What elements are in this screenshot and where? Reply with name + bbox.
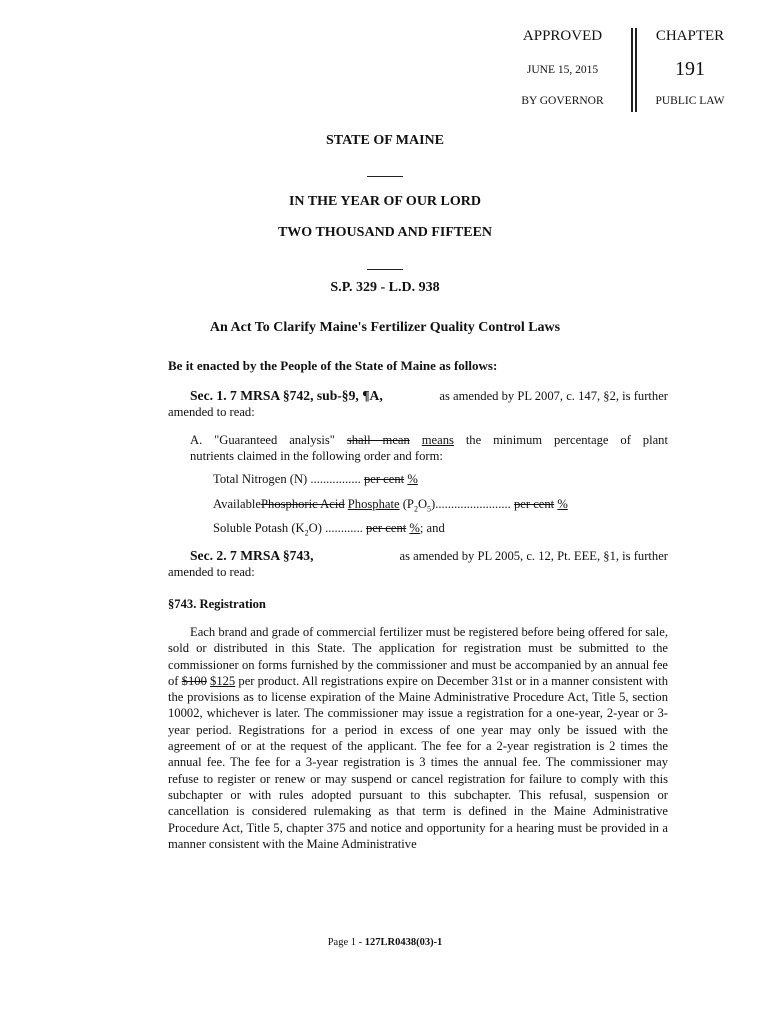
potash-tail: ; and [419, 521, 445, 535]
inserted-text: % [409, 521, 420, 535]
subscript: 5 [427, 504, 432, 514]
potash-label: Soluble Potash (K [213, 521, 305, 535]
phosphate-formula: O [417, 497, 428, 511]
document-code: 127LR0438(03)-1 [364, 937, 443, 948]
header-divider-left [631, 28, 633, 112]
section-2-text-continued: amended to read: [168, 565, 255, 580]
section-1-text-continued: amended to read: [168, 405, 255, 420]
section-1-label: Sec. 1. 7 MRSA §742, sub-§9, ¶A, [190, 388, 383, 403]
section-1 [168, 388, 668, 421]
title-rule-2 [367, 269, 403, 270]
paragraph-a-rest: the minimum percentage of plant [465, 433, 668, 447]
inserted-text: % [557, 497, 568, 511]
section-1-text: as amended by PL 2007, c. 147, §2, is further [439, 389, 668, 403]
phosphate-label: Available [213, 497, 262, 511]
section-2-text: as amended by PL 2005, c. 12, Pt. EEE, §1, is further [399, 549, 668, 563]
body-text-continued: per product. All registrations expire on December 31st or in a manner consistent with the provisions as to license expiration of the Maine Administrative Procedure Act, Title 5, section 10002, whichever is later. The commissioner may issue a registration for a one-year, 2-year or 3-year period. Registrations for a period in excess of one year may only be issued with the agreement of or at the request of the applicant. The fee for a 2-year registration is 2 times the annual fee. The fee for a 3-year registration is 3 times the annual fee. The commissioner may refuse to register or renew or may suspend or cancel registration for failure to comply with this subchapter or with rules adopted pursuant to this subchapter. This refusal, suspension or cancellation is considered rulemaking as that term is defined in the Maine Administrative Procedure Act, Title 5, chapter 375 and notice and opportunity for a hearing must be provided in a manner consistent with the Maine Administrative [168, 673, 669, 851]
nitrogen-line [213, 472, 418, 487]
potash-label: O) ............ [308, 521, 363, 535]
inserted-text: % [407, 472, 418, 486]
approved-by: BY GOVERNOR [521, 95, 604, 107]
section-2-label: Sec. 2. 7 MRSA §743, [190, 548, 314, 563]
page-number: Page 1 - [327, 937, 363, 948]
potash-line [213, 521, 445, 538]
struck-fee: $100 [181, 673, 207, 688]
registration-body [168, 624, 668, 852]
year-line-2: TWO THOUSAND AND FIFTEEN [277, 225, 493, 240]
struck-text: Phosphoric Acid [261, 497, 345, 511]
inserted-text: Phosphate [347, 497, 400, 511]
header-divider-right [635, 28, 637, 112]
paragraph-a-prefix: A. "Guaranteed analysis" [190, 433, 335, 447]
section-2 [168, 548, 668, 581]
chapter-label: CHAPTER [655, 28, 725, 44]
law-type: PUBLIC LAW [655, 95, 725, 107]
title-rule-1 [367, 176, 403, 177]
paragraph-a [190, 432, 668, 465]
phosphate-formula: )........................ [431, 497, 511, 511]
act-title: An Act To Clarify Maine's Fertilizer Quality Control Laws [209, 320, 561, 335]
phosphate-line [213, 497, 568, 514]
subscript: 2 [304, 528, 309, 538]
new-fee: $125 [210, 673, 236, 688]
subscript: 2 [413, 504, 418, 514]
inserted-text: means [421, 433, 454, 447]
body-text: Each brand and grade of commercial fertilizer must be registered before being offered for sale, sold or distributed in this State. The application for registration must be submitted to the commissioner on forms furnished by the commissioner and must be accompanied by an annual fee of [168, 625, 668, 688]
enacting-clause: Be it enacted by the People of the State of Maine as follows: [168, 358, 498, 373]
approved-label: APPROVED [522, 28, 603, 44]
chapter-number: 191 [675, 58, 705, 80]
bill-number: S.P. 329 - L.D. 938 [330, 280, 440, 295]
struck-text: per cent [513, 497, 555, 511]
struck-text: per cent [366, 521, 407, 535]
state-title: STATE OF MAINE [326, 133, 444, 148]
struck-text: per cent [363, 472, 405, 486]
page-footer [0, 937, 770, 948]
paragraph-a-rest-continued: nutrients claimed in the following order and form: [190, 449, 443, 464]
section-heading: §743. Registration [168, 597, 266, 611]
year-line-1: IN THE YEAR OF OUR LORD [288, 194, 481, 209]
nitrogen-label: Total Nitrogen (N) ................ [213, 472, 361, 486]
approval-date: JUNE 15, 2015 [526, 64, 599, 76]
phosphate-formula: (P [402, 497, 414, 511]
struck-text: shall mean [346, 433, 410, 447]
